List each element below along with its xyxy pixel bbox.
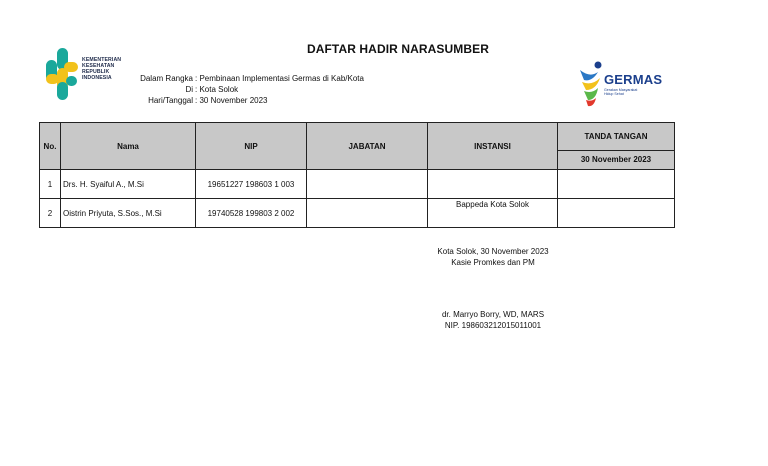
cell-signature (558, 170, 675, 199)
signatory-name: dr. Marryo Borry, WD, MARS (441, 310, 545, 319)
cell-nama: Drs. H. Syaiful A., M.Si (61, 170, 196, 199)
ministry-line: REPUBLIK (82, 69, 110, 75)
meta-label: Hari/Tanggal (148, 96, 193, 105)
ministry-line: INDONESIA (82, 75, 112, 81)
signature-position: Kasie Promkes dan PM (451, 258, 535, 267)
cell-nip: 19740528 199803 2 002 (196, 199, 307, 228)
col-header-tanda-tangan: TANDA TANGAN (558, 123, 675, 151)
germas-tagline-line: Hidup Sehat (604, 92, 624, 97)
meta-label: Dalam Rangka (140, 74, 193, 83)
cell-nama: Oistrin Priyuta, S.Sos., M.Si (61, 199, 196, 228)
ministry-line: KEMENTERIAN (82, 57, 122, 63)
germas-tagline (604, 88, 637, 96)
document-title (0, 42, 768, 56)
meta-value: : Pembinaan Implementasi Germas di Kab/Kota (195, 74, 364, 83)
signature-place-date: Kota Solok, 30 November 2023 (437, 247, 549, 256)
ministry-name (82, 57, 121, 81)
cell-no: 2 (40, 199, 61, 228)
table-row (40, 199, 675, 228)
cell-signature (558, 199, 675, 228)
meta-value: : Kota Solok (195, 85, 239, 94)
attendance-table (39, 122, 675, 228)
signatory-nip: NIP. 198603212015011001 (444, 321, 542, 330)
col-header-no: No. (40, 123, 61, 170)
meta-label: Di (185, 85, 193, 94)
table-row (40, 170, 675, 199)
cell-jabatan (307, 199, 428, 228)
germas-wordmark: GERMAS (604, 72, 663, 87)
cell-nip: 19651227 198603 1 003 (196, 170, 307, 199)
col-header-nama: Nama (61, 123, 196, 170)
germas-tagline-line: Gerakan Masyarakat (604, 88, 638, 92)
cell-jabatan (307, 170, 428, 199)
col-header-date: 30 November 2023 (558, 150, 675, 169)
cell-instansi: Bappeda Kota Solok (428, 199, 558, 228)
col-header-nip: NIP (196, 123, 307, 170)
meta-value: : 30 November 2023 (195, 96, 268, 105)
col-header-jabatan: JABATAN (307, 123, 428, 170)
cell-no: 1 (40, 170, 61, 199)
ministry-line: KESEHATAN (82, 63, 115, 69)
germas-logo-icon (576, 60, 606, 108)
title-text: DAFTAR HADIR NARASUMBER (306, 42, 490, 56)
col-header-instansi: INSTANSI (428, 123, 558, 170)
cell-instansi (428, 170, 558, 199)
table-header-row (40, 123, 675, 151)
